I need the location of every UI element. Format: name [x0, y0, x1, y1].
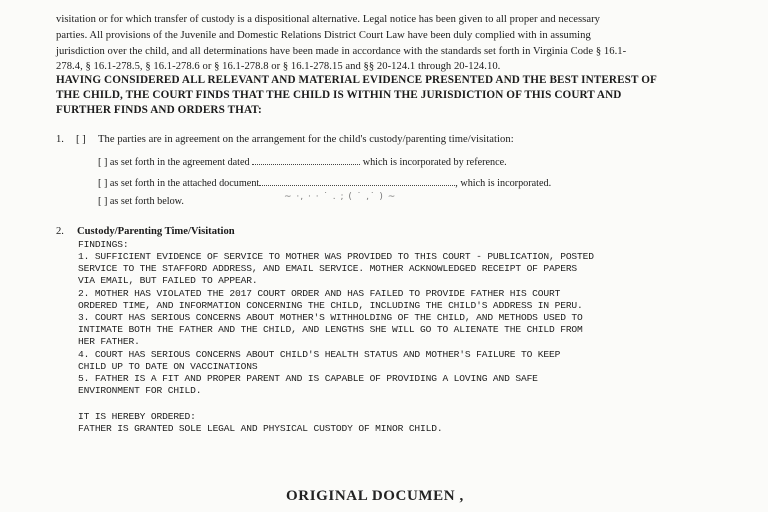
order-line: FATHER IS GRANTED SOLE LEGAL AND PHYSICAL CUSTODY OF MINOR CHILD. [78, 423, 443, 434]
item-1-text: The parties are in agreement on the arrangement for the child's custody/parenting time/visitation: [98, 134, 514, 145]
heading-line: HAVING CONSIDERED ALL RELEVANT AND MATERIAL EVIDENCE PRESENTED AND THE BEST INTEREST OF [56, 74, 657, 86]
findings-line: 5. FATHER IS A FIT AND PROPER PARENT AND IS CAPABLE OF PROVIDING A LOVING AND SAFE [78, 373, 538, 384]
option-checkbox[interactable]: [ ] [98, 196, 108, 207]
intro-line: visitation or for which transfer of custody is a dispositional alternative. Legal notice has been given to all proper and necessary [56, 14, 601, 25]
findings-line: ENVIRONMENT FOR CHILD. [78, 385, 202, 396]
findings-line: HER FATHER. [78, 336, 140, 347]
findings-line: CHILD UP TO DATE ON VACCINATIONS [78, 361, 258, 372]
option-checkbox[interactable]: [ ] [98, 157, 108, 168]
findings-line: 4. COURT HAS SERIOUS CONCERNS ABOUT CHILD'S HEALTH STATUS AND MOTHER'S FAILURE TO KEEP [78, 349, 561, 360]
findings-line: SERVICE TO THE STAFFORD ADDRESS, AND EMAIL SERVICE. MOTHER ACKNOWLEDGED RECEIPT OF PAPERS [78, 263, 578, 274]
intro-line: parties. All provisions of the Juvenile and Domestic Relations District Court Law have been duly complied with in assuming [56, 30, 591, 41]
handwritten-marks: ~ ·, · · ˙ . ; ( ˙ ,˙ ) ~ [284, 192, 397, 202]
option-text: as set forth in the attached document [109, 178, 260, 189]
original-document-stamp: ORIGINAL DOCUMEN , [286, 488, 464, 504]
findings-line: 2. MOTHER HAS VIOLATED THE 2017 COURT ORDER AND HAS FAILED TO PROVIDE FATHER HIS COURT [78, 288, 561, 299]
item-1-checkbox[interactable]: [ ] [76, 134, 86, 145]
attached-document-blank[interactable] [259, 176, 455, 186]
option-text-after: , which is incorporated. [455, 178, 552, 189]
option-attached-document [98, 176, 551, 189]
intro-line: jurisdiction over the child, and all determinations have been made in accordance with the standards set forth in Virginia Code § 16.1- [56, 46, 627, 57]
findings-line: VIA EMAIL, BUT FAILED TO APPEAR. [78, 275, 258, 286]
option-text-after: which is incorporated by reference. [362, 157, 507, 168]
heading-line: FURTHER FINDS AND ORDERS THAT: [56, 104, 262, 116]
findings-line: INTIMATE BOTH THE FATHER AND THE CHILD, AND LENGTHS SHE WILL GO TO ALIENATE THE CHILD FROM [78, 324, 583, 335]
findings-line: 1. SUFFICIENT EVIDENCE OF SERVICE TO MOTHER WAS PROVIDED TO THIS COURT - PUBLICATION, POSTED [78, 251, 594, 262]
order-line: IT IS HEREBY ORDERED: [78, 411, 196, 422]
option-checkbox[interactable]: [ ] [98, 178, 108, 189]
option-text: as set forth in the agreement dated [109, 157, 250, 168]
findings-line: ORDERED TIME, AND INFORMATION CONCERNING THE CHILD, INCLUDING THE CHILD'S ADDRESS IN PERU. [78, 300, 583, 311]
item-2-title: Custody/Parenting Time/Visitation [77, 226, 235, 237]
heading-line: THE CHILD, THE COURT FINDS THAT THE CHILD IS WITHIN THE JURISDICTION OF THIS COURT AND [56, 89, 622, 101]
option-set-forth-below [98, 196, 184, 207]
option-agreement-dated [98, 155, 507, 168]
intro-line: 278.4, § 16.1-278.5, § 16.1-278.6 or § 16.1-278.8 or § 16.1-278.15 and §§ 20-124.1 through 20-124.10. [56, 61, 501, 72]
item-1-number: 1. [56, 134, 64, 145]
findings-line: FINDINGS: [78, 239, 129, 250]
findings-line: 3. COURT HAS SERIOUS CONCERNS ABOUT MOTHER'S WITHHOLDING OF THE CHILD, AND METHODS USED TO [78, 312, 583, 323]
agreement-date-blank[interactable] [252, 155, 360, 165]
item-2-number: 2. [56, 226, 64, 237]
option-text: as set forth below. [109, 196, 184, 207]
